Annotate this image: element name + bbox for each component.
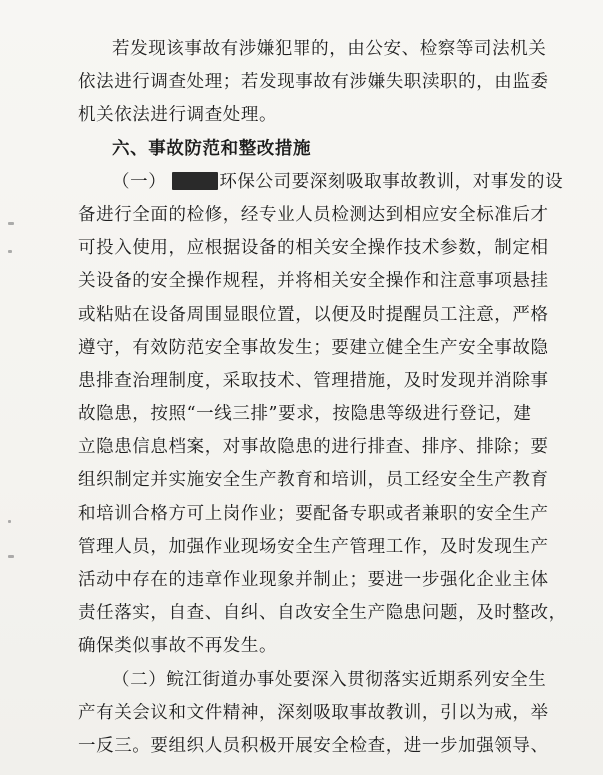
measure-1-line: 活动中存在的违章作业现象并制止；要进一步强化企业主体 xyxy=(78,570,549,590)
margin-speck xyxy=(8,250,12,253)
measure-1-line: 遵守，有效防范安全事故发生；要建立健全生产安全事故隐 xyxy=(78,337,549,358)
measure-1-line: 组织制定并实施安全生产教育和培训，员工经安全生产教育 xyxy=(78,470,549,491)
measure-1-line: 备进行全面的检修，经专业人员检测达到相应安全标准后才 xyxy=(78,204,549,225)
margin-speck xyxy=(8,520,11,523)
measure-2-line: （二）鲩江街道办事处要深入贯彻落实近期系列安全生 xyxy=(112,669,547,690)
measure-1-line: 故隐患，按照“一线三排”要求，按隐患等级进行登记，建 xyxy=(78,404,532,425)
intro-line: 若发现该事故有涉嫌犯罪的，由公安、检察等司法机关 xyxy=(112,39,547,59)
measure-1-line: 关设备的安全操作规程，并将相关安全操作和注意事项悬挂 xyxy=(78,271,549,292)
redaction-block xyxy=(172,172,218,190)
measure-1-line: 立隐患信息档案，对事故隐患的进行排查、排序、排除；要 xyxy=(78,437,549,458)
measure-1-line: 管理人员，加强作业现场安全生产管理工作，及时发现生产 xyxy=(78,536,549,557)
margin-speck xyxy=(8,222,14,225)
measure-1-first-line-text: 环保公司要深刻吸取事故教训，对事发的设 xyxy=(219,171,564,192)
measure-1-prefix: （一） xyxy=(112,171,167,192)
measure-1-first-line xyxy=(78,166,564,199)
measure-1-line: 责任落实，自查、自纠、自改安全生产隐患问题，及时整改， xyxy=(78,603,567,624)
document-body xyxy=(78,33,567,763)
margin-speck xyxy=(8,555,14,558)
measure-1-line: 和培训合格方可上岗作业；要配备专职或者兼职的安全生产 xyxy=(78,503,549,524)
measure-1-line: 患排查治理制度，采取技术、管理措施，及时发现并消除事 xyxy=(78,370,549,391)
intro-line: 依法进行调查处理；若发现事故有涉嫌失职渎职的，由监委 xyxy=(78,72,549,93)
measure-1-line: 或粘贴在设备周围显眼位置，以便及时提醒员工注意，严格 xyxy=(78,304,549,325)
intro-line: 机关依法进行调查处理。 xyxy=(78,105,278,126)
measure-2-line: 产有关会议和文件精神，深刻吸取事故教训，引以为戒，举 xyxy=(78,702,549,723)
measure-1-line: 确保类似事故不再发生。 xyxy=(78,636,278,657)
measure-2-line: 一反三。要组织人员积极开展安全检查，进一步加强领导、 xyxy=(78,735,549,756)
section-heading: 六、事故防范和整改措施 xyxy=(112,138,312,159)
measure-1-line: 可投入使用，应根据设备的相关安全操作技术参数，制定相 xyxy=(78,238,549,259)
